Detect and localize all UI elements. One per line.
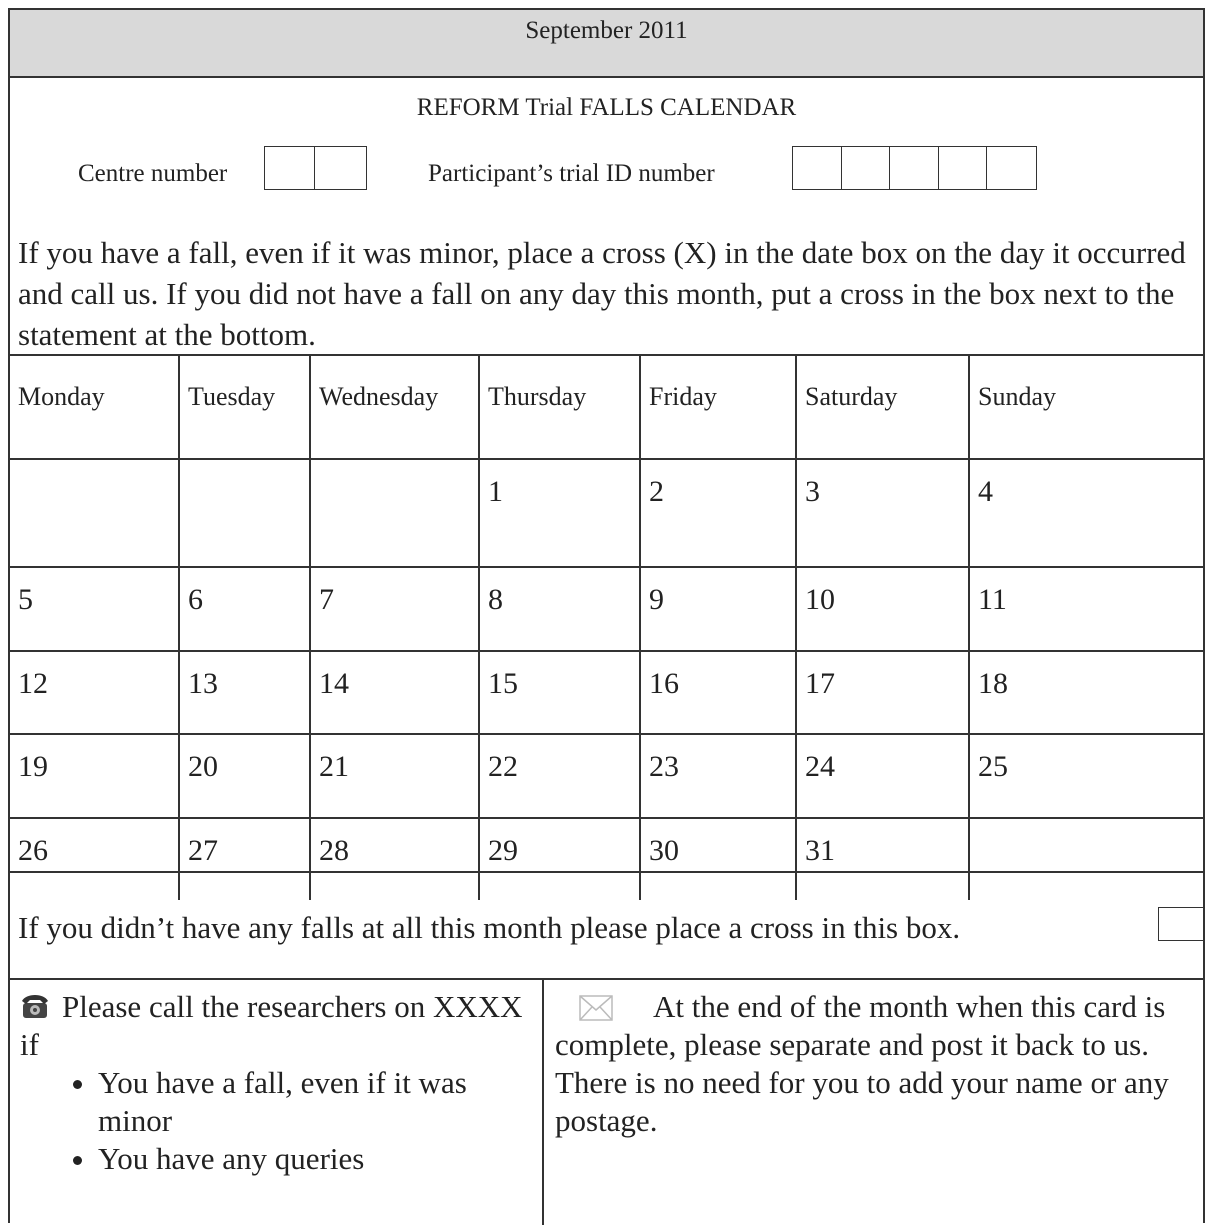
call-intro-text: Please call the researchers on XXXX if	[20, 989, 523, 1062]
date-cell[interactable]: 22	[478, 735, 639, 817]
date-cell[interactable]: 28	[309, 819, 478, 900]
date-cell[interactable]: 14	[309, 652, 478, 733]
date-cell[interactable]: 3	[795, 460, 968, 566]
date-cell[interactable]	[309, 460, 478, 566]
call-reasons-list	[20, 1064, 530, 1178]
participant-digit-box[interactable]	[939, 147, 988, 189]
date-cell[interactable]: 7	[309, 568, 478, 650]
date-cell[interactable]: 30	[639, 819, 795, 900]
participant-digit-box[interactable]	[987, 147, 1036, 189]
date-cell[interactable]: 15	[478, 652, 639, 733]
date-cell[interactable]: 21	[309, 735, 478, 817]
date-cell[interactable]: 20	[178, 735, 309, 817]
call-researchers-section	[20, 988, 530, 1178]
weekday-saturday: Saturday	[795, 356, 968, 458]
instructions-text: If you have a fall, even if it was minor, place a cross (X) in the date box on the day it occurred and call us. If you did not have a fall on any day this month, put a cross in the box next to the statement at the bottom.	[18, 235, 1186, 352]
month-title: September 2011	[525, 17, 688, 44]
week-row	[10, 733, 1203, 817]
centre-digit-box[interactable]	[315, 147, 365, 189]
calendar-grid	[10, 354, 1203, 900]
date-cell[interactable]: 16	[639, 652, 795, 733]
date-cell[interactable]: 31	[795, 819, 968, 900]
telephone-icon	[20, 990, 50, 1018]
centre-digit-box[interactable]	[265, 147, 315, 189]
date-cell[interactable]: 24	[795, 735, 968, 817]
date-cell[interactable]: 9	[639, 568, 795, 650]
weekday-thursday: Thursday	[478, 356, 639, 458]
list-item: • You have any queries	[98, 1140, 530, 1178]
date-cell[interactable]: 4	[968, 460, 1205, 566]
calendar-card	[8, 8, 1205, 1223]
week-row	[10, 458, 1203, 566]
no-falls-checkbox[interactable]	[1158, 907, 1205, 941]
date-cell[interactable]: 13	[178, 652, 309, 733]
weekday-wednesday: Wednesday	[309, 356, 478, 458]
date-cell[interactable]: 11	[968, 568, 1205, 650]
participant-digit-box[interactable]	[890, 147, 939, 189]
centre-number-boxes[interactable]	[264, 146, 367, 190]
participant-digit-box[interactable]	[842, 147, 891, 189]
date-cell[interactable]: 1	[478, 460, 639, 566]
centre-number-label: Centre number	[78, 160, 228, 187]
date-cell[interactable]: 10	[795, 568, 968, 650]
date-cell[interactable]: 19	[18, 750, 48, 783]
participant-id-label: Participant’s trial ID number	[428, 160, 715, 187]
date-cell[interactable]	[10, 460, 178, 566]
date-cell[interactable]: 2	[639, 460, 795, 566]
week-row	[10, 566, 1203, 650]
weekday-tuesday: Tuesday	[178, 356, 309, 458]
month-header	[10, 10, 1203, 78]
calendar-title: REFORM Trial FALLS CALENDAR	[416, 94, 797, 121]
date-cell[interactable]: 18	[968, 652, 1205, 733]
date-cell[interactable]: 23	[639, 735, 795, 817]
date-cell[interactable]: 27	[178, 819, 309, 900]
participant-id-boxes[interactable]	[792, 146, 1037, 190]
date-cell[interactable]	[178, 460, 309, 566]
post-back-section	[555, 988, 1195, 1140]
participant-digit-box[interactable]	[793, 147, 842, 189]
no-falls-statement: If you didn’t have any falls at all this month please place a cross in this box.	[18, 910, 961, 945]
divider	[10, 978, 1203, 980]
weekday-sunday: Sunday	[968, 356, 1205, 458]
weekday-friday: Friday	[639, 356, 795, 458]
date-cell[interactable]: 6	[178, 568, 309, 650]
week-row	[10, 650, 1203, 733]
week-row	[10, 817, 1203, 900]
date-cell[interactable]: 26	[18, 834, 48, 867]
date-cell[interactable]: 8	[478, 568, 639, 650]
date-cell[interactable]: 29	[478, 819, 639, 900]
date-cell[interactable]: 17	[795, 652, 968, 733]
weekday-header-row	[10, 354, 1203, 458]
post-back-text: At the end of the month when this card is complete, please separate and post it back to us. There is no need for you to add your name or any postage.	[555, 989, 1169, 1138]
weekday-monday: Monday	[18, 382, 105, 411]
envelope-icon	[579, 992, 613, 1018]
date-cell[interactable]: 12	[18, 667, 48, 700]
divider	[542, 978, 544, 1225]
divider	[10, 871, 1203, 873]
date-cell[interactable]: 25	[968, 735, 1205, 817]
list-item: • You have a fall, even if it was minor	[98, 1064, 530, 1140]
date-cell[interactable]	[968, 819, 1205, 900]
date-cell[interactable]: 5	[18, 583, 33, 616]
